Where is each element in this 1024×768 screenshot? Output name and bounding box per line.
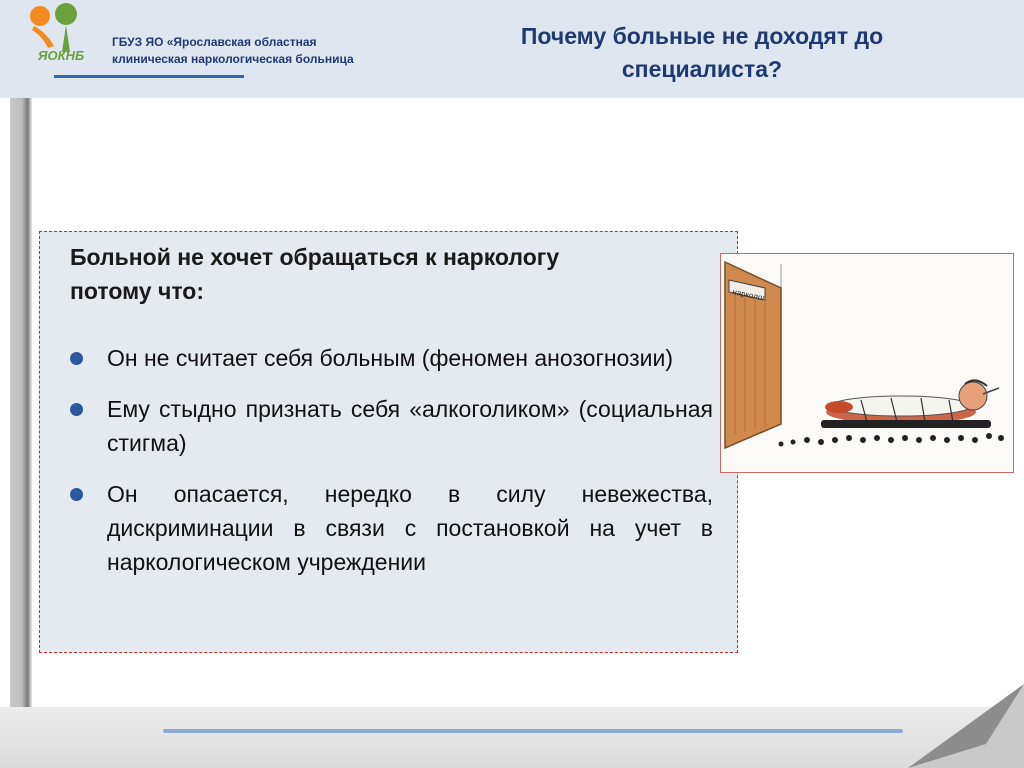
left-decorative-bar [10, 98, 32, 708]
page-curl-corner [908, 684, 1024, 768]
footer-line [163, 729, 903, 733]
clinic-logo [26, 2, 108, 64]
lead-statement-line1: Больной не хочет обращаться к наркологу [70, 244, 560, 270]
list-item [70, 392, 713, 460]
footer-band [0, 707, 1024, 768]
bullet-dot-icon [70, 403, 83, 416]
slide-title-line2: специалиста? [621, 56, 783, 82]
header-band [0, 0, 1024, 98]
bullet-dot-icon [70, 352, 83, 365]
cartoon-drawing [721, 254, 1013, 472]
logo-wordmark: ЯОКНБ [38, 48, 85, 63]
lying-man-figure [825, 380, 999, 424]
reasons-list [70, 341, 713, 596]
organization-name [112, 34, 354, 68]
list-item-text: Ему стыдно признать себя «алкоголиком» (социальная стигма) [107, 396, 713, 456]
lead-statement-line2: потому что: [70, 278, 204, 304]
list-item [70, 341, 713, 375]
cartoon-illustration [720, 253, 1014, 473]
list-item-text: Он опасается, нередко в силу невежества, дискриминации в связи с постановкой на учет в наркологическом учреждении [107, 481, 713, 575]
bullet-dot-icon [70, 488, 83, 501]
organization-name-line1: ГБУЗ ЯО «Ярославская областная [112, 35, 317, 49]
lead-statement [70, 240, 710, 308]
header-underline [54, 75, 244, 78]
logo-orange-figure-icon [30, 6, 50, 26]
organization-name-line2: клиническая наркологическая больница [112, 52, 354, 66]
list-item [70, 477, 713, 579]
reasons-text-box [39, 231, 738, 653]
door-sign-text: нарколог [731, 287, 767, 303]
slide-title [452, 20, 952, 86]
slide-title-line1: Почему больные не доходят до [520, 23, 884, 49]
logo-green-figure-icon [55, 3, 77, 25]
list-item-text: Он не считает себя больным (феномен анозогнозии) [107, 345, 673, 371]
carrying-crowd [779, 420, 1005, 447]
